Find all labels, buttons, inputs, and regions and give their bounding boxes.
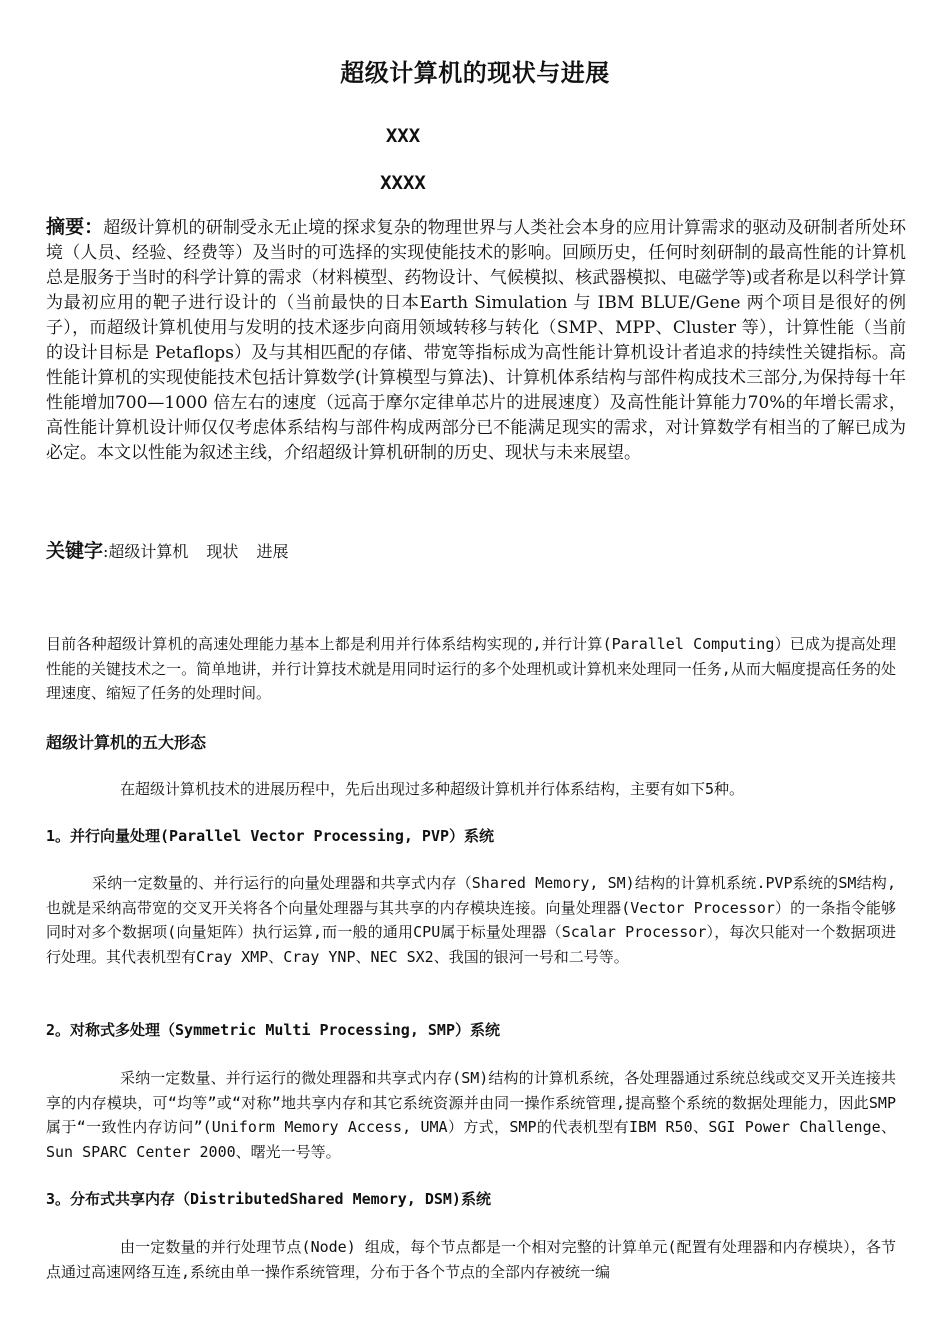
section-intro-paragraph: 在超级计算机技术的进展历程中，先后出现过多种超级计算机并行体系结构，主要有如下5种。: [120, 780, 745, 798]
abstract-label-separator: ：: [84, 216, 104, 238]
abstract-label: 摘要: [46, 216, 85, 238]
subsection-paragraph-dsm: 由一定数量的并行处理节点(Node) 组成，每个节点都是一个相对完整的计算单元(配置有处理器和内存模块），各节点通过高速网络互连,系统由单一操作系统管理，分布于各个节点的全部内存被统一编: [46, 1238, 896, 1281]
subsection-paragraph-smp: 采纳一定数量、并行运行的微处理器和共享式内存(SM)结构的计算机系统，各处理器通过系统总线或交叉开关连接共享的内存模块，可“均等”或“对称”地共享内存和其它系统资源并由同一操作系统管理,提高整个系统的数据处理能力，因此SMP属于“一致性内存访问”(Uniform Memory Access, UMA）方式，SMP的代表机型有IBM R50、SGI Power Challenge、Sun SPARC Center 2000、曙光一号等。: [46, 1069, 896, 1161]
keyword: 进展: [256, 542, 289, 561]
author-name: XXX: [385, 125, 421, 147]
intro-paragraph: 目前各种超级计算机的高速处理能力基本上都是利用并行体系结构实现的,并行计算(Parallel Computing）已成为提高处理性能的关键技术之一。简单地讲，并行计算技术就是用同时运行的多个处理机或计算机来处理同一任务,从而大幅度提高任务的处理速度、缩短了任务的处理时间。: [46, 635, 896, 702]
subsection-paragraph-pvp: 采纳一定数量的、并行运行的向量处理器和共享式内存（Shared Memory, SM)结构的计算机系统.PVP系统的SM结构,也就是采纳高带宽的交叉开关将各个向量处理器与其共享的内存模块连接。向量处理器(Vector Processor）的一条指令能够同时对多个数据项(向量矩阵）执行运算,而一般的通用CPU属于标量处理器（Scalar Processor），每次只能对一个数据项进行处理。其代表机型有Cray XMP、Cray YNP、NEC SX2、我国的银河一号和二号等。: [46, 874, 896, 966]
subsection-heading-dsm: 3。分布式共享内存（DistributedShared Memory, DSM)系统: [46, 1190, 491, 1208]
abstract-text: 超级计算机的研制受永无止境的探求复杂的物理世界与人类社会本身的应用计算需求的驱动及研制者所处环境（人员、经验、经费等）及当时的可选择的实现使能技术的影响。回顾历史，任何时刻研制的最高性能的计算机总是服务于当时的科学计算的需求（材料模型、药物设计、气候模拟、核武器模拟、电磁学等)或者称是以科学计算为最初应用的靶子进行设计的（当前最快的日本Earth Simulation 与 IBM BLUE/Gene 两个项目是很好的例子），而超级计算机使用与发明的技术逐步向商用领域转移与转化（SMP、MPP、Cluster 等），计算性能（当前的设计目标是 Petaflops）及与其相匹配的存储、带宽等指标成为高性能计算机设计者追求的持续性关键指标。高性能计算机的实现使能技术包括计算数学(计算模型与算法)、计算机体系结构与部件构成技术三部分,为保持每十年性能增加700—1000 倍左右的速度（远高于摩尔定律单芯片的进展速度）及高性能计算能力70%的年增长需求，高性能计算机设计师仅仅考虑体系结构与部件构成两部分已不能满足现实的需求，对计算数学有相当的了解已成为必定。本文以性能为叙述主线，介绍超级计算机研制的历史、现状与未来展望。: [46, 218, 906, 463]
subsection-heading-smp: 2。对称式多处理（Symmetric Multi Processing, SMP）系统: [46, 1021, 500, 1039]
keywords-label-separator: :: [103, 542, 109, 561]
section-heading: 超级计算机的五大形态: [46, 733, 207, 752]
document-title: 超级计算机的现状与进展: [340, 59, 610, 87]
author-affiliation: XXXX: [380, 172, 426, 194]
abstract-paragraph: [46, 215, 906, 466]
keywords-label: 关键字: [46, 540, 104, 562]
subsection-heading-pvp: 1。并行向量处理(Parallel Vector Processing, PVP）系统: [46, 827, 495, 845]
keyword: 现状: [206, 542, 239, 561]
keyword: 超级计算机: [108, 542, 189, 561]
keywords-line: [46, 537, 906, 566]
